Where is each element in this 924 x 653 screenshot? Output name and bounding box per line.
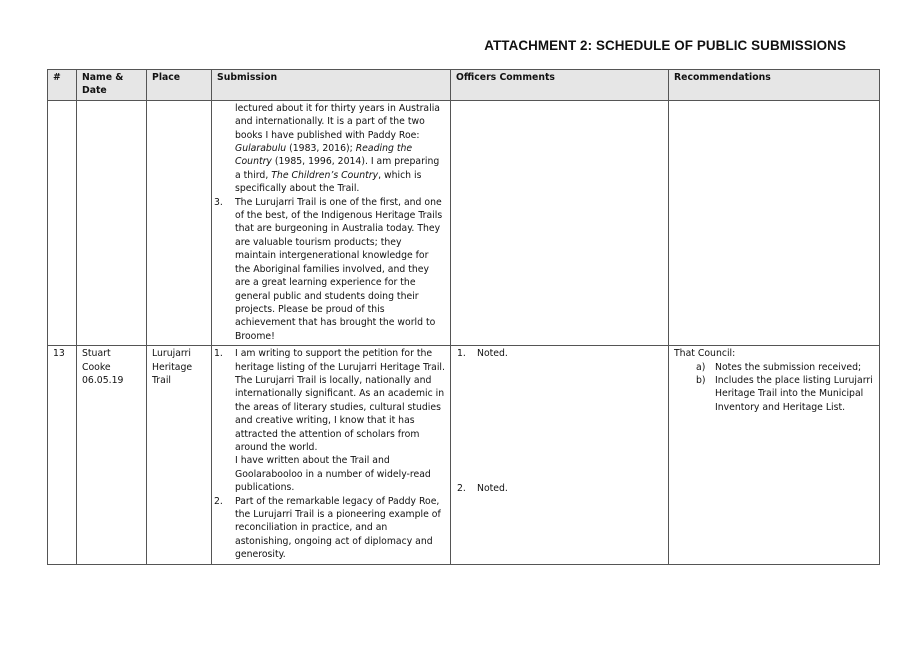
recommendation-text: Notes the submission received; [715, 361, 862, 373]
point-text: The Lurujarri Trail is one of the first, and one of the best, of the Indigenous Heritage Trails that are burgeoning in Australia today. They are valuable tourism products; they maintain intergenerational knowledge for the Aboriginal families involved, and they are a great learning experience for the general public and students doing their projects. Please be proud of this achievement that has brought the world to Broome! [235, 196, 443, 342]
cell-number: 13 [48, 346, 77, 565]
recommendation-letter: b) [696, 374, 706, 386]
submission-date: 06.05.19 [82, 374, 124, 386]
point-number: 2. [214, 495, 223, 507]
table-row [48, 346, 880, 565]
column-header-name-date: Name & Date [77, 70, 147, 101]
recommendation-text: Includes the place listing Lurujarri Heritage Trail into the Municipal Inventory and Heritage List. [715, 374, 873, 413]
book-title: Reading the Country [235, 143, 413, 168]
comment-text: Noted. [477, 348, 508, 360]
cell-recommendations [669, 100, 880, 345]
cell-name-date [77, 100, 147, 345]
point-text-extra: I have written about the Trail and Goolarabooloo in a number of widely-read publications. [235, 455, 431, 494]
comment-number: 2. [457, 482, 466, 494]
submission-point [214, 347, 445, 494]
submission-point [214, 495, 445, 562]
point-text: I am writing to support the petition for the heritage listing of the Lurujarri Heritage Trail. The Lurujarri Trail is locally, nationally and internationally significant. As an academic in the areas of literary studies, cultural studies and creative writing, I know that it has attracted the attention of scholars from around the world. [235, 348, 445, 453]
cell-submission [212, 346, 451, 565]
document-title: ATTACHMENT 2: SCHEDULE OF PUBLIC SUBMISSIONS [484, 38, 846, 53]
table-row-continued [48, 100, 880, 345]
cell-officers-comments [451, 346, 669, 565]
comment-spacer [456, 361, 663, 482]
cell-submission [212, 100, 451, 345]
point-text: Part of the remarkable legacy of Paddy Roe, the Lurujarri Trail is a pioneering example of reconciliation in practice, and an astonishing, ongoing act of diplomacy and generosity. [235, 495, 441, 561]
comment-item [456, 482, 663, 495]
recommendation-letter: a) [696, 361, 706, 373]
comment-text: Noted. [477, 482, 508, 494]
submission-point [214, 196, 445, 343]
book-title: Gularabulu [235, 143, 287, 155]
column-header-place: Place [147, 70, 212, 101]
cell-name-date [77, 346, 147, 565]
cell-number [48, 100, 77, 345]
submission-continuation: lectured about it for thirty years in Australia and internationally. It is a part of the two books I have published with Paddy Roe: Gularabulu (1983, 2016); Reading the Country (1985, 1996, 2014). I am preparing a third, The Children’s Country, which is specifically about the Trail. [235, 102, 440, 195]
point-number: 1. [214, 348, 223, 360]
submissions-table [47, 69, 880, 565]
cell-place [147, 100, 212, 345]
comment-number: 1. [457, 348, 466, 360]
cell-place: Lurujarri Heritage Trail [147, 346, 212, 565]
recommendation-intro: That Council: [674, 348, 736, 360]
comment-item [456, 347, 663, 360]
column-header-number: # [48, 70, 77, 101]
submitter-name: Stuart Cooke [82, 348, 111, 373]
cell-recommendations [669, 346, 880, 565]
point-number: 3. [214, 196, 223, 208]
recommendation-item [674, 374, 874, 414]
book-title: The Children’s Country [271, 169, 379, 181]
column-header-recommendations: Recommendations [669, 70, 880, 101]
column-header-submission: Submission [212, 70, 451, 101]
column-header-officers-comments: Officers Comments [451, 70, 669, 101]
table-header-row [48, 70, 880, 101]
recommendation-item [674, 361, 874, 374]
cell-officers-comments [451, 100, 669, 345]
